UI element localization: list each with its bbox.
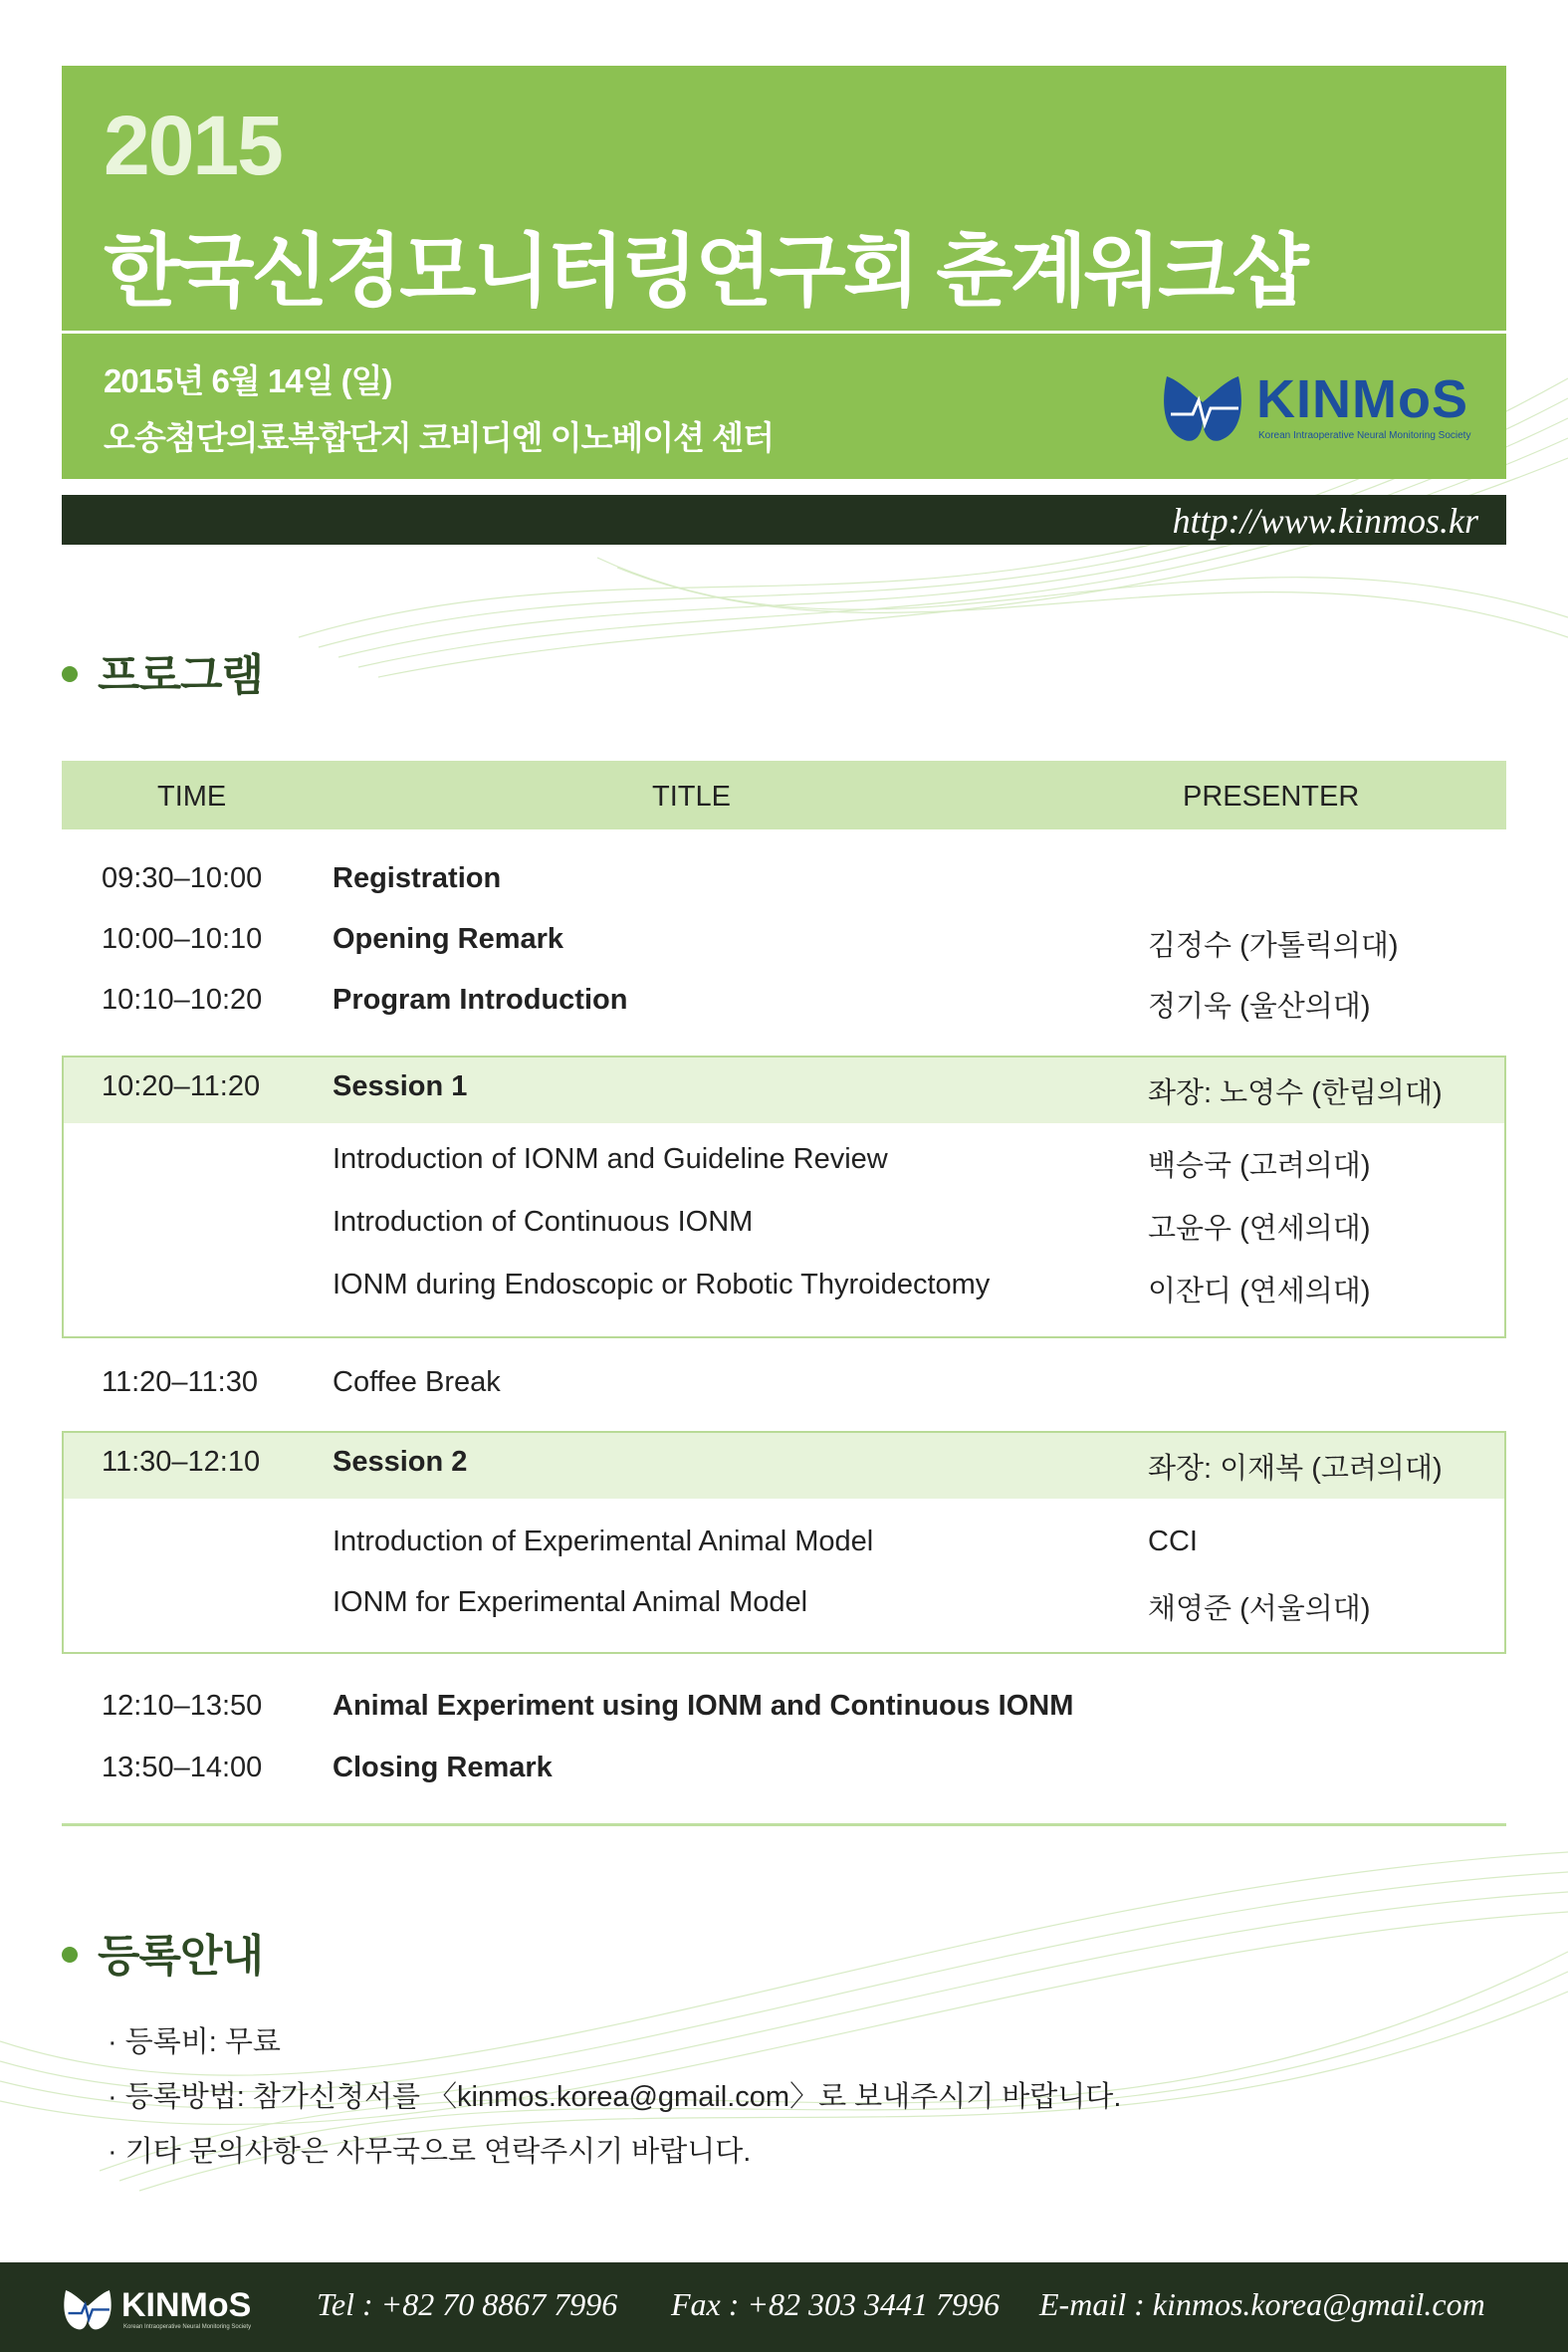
table-row (0, 862, 1568, 902)
thyroid-wave-icon (1157, 362, 1248, 446)
registration-fee: · 등록비: 무료 (108, 2026, 281, 2058)
event-date: 2015년 6월 14일 (일) (104, 362, 392, 399)
table-row (0, 1269, 1568, 1308)
row-time: 10:10–10:20 (102, 984, 263, 1016)
program-heading (62, 639, 263, 703)
talk-presenter: CCI (1148, 1526, 1198, 1557)
talk-presenter: 이잔디 (연세의대) (1148, 1276, 1371, 1307)
table-row (0, 1752, 1568, 1791)
row-title: Session 2 (333, 1446, 468, 1478)
registration-contact: · 기타 문의사항은 사무국으로 연락주시기 바랍니다. (108, 2136, 752, 2168)
table-row (0, 1366, 1568, 1406)
header-year: 2015 (104, 99, 282, 192)
talk-presenter: 백승국 (고려의대) (1148, 1150, 1371, 1182)
table-header (62, 761, 1506, 829)
footer (0, 2262, 1568, 2352)
thyroid-wave-icon (60, 2280, 115, 2334)
talk-presenter: 고윤우 (연세의대) (1148, 1213, 1371, 1245)
row-time: 10:20–11:20 (102, 1070, 261, 1102)
footer-logo (60, 2280, 269, 2336)
logo-subtitle: Korean Intraoperative Neural Monitoring Society (1258, 430, 1471, 441)
talk-presenter: 채영준 (서울의대) (1148, 1593, 1371, 1625)
row-time: 13:50–14:00 (102, 1752, 263, 1783)
registration-heading (62, 1920, 263, 1984)
bullet-icon (62, 666, 78, 682)
table-row (0, 984, 1568, 1024)
footer-logo-text: KINMoS (121, 2286, 252, 2324)
row-title: Opening Remark (333, 923, 564, 955)
section-divider (62, 1823, 1506, 1826)
row-presenter: 김정수 (가톨릭의대) (1148, 930, 1399, 962)
session-chair: 좌장: 이재복 (고려의대) (1148, 1453, 1443, 1485)
col-presenter-header: PRESENTER (1183, 781, 1360, 813)
footer-email[interactable]: E-mail : kinmos.korea@gmail.com (1039, 2286, 1485, 2322)
table-row (0, 1586, 1568, 1626)
col-time-header: TIME (157, 781, 227, 813)
row-title: Coffee Break (333, 1366, 501, 1398)
table-row (0, 1143, 1568, 1183)
session-chair: 좌장: 노영수 (한림의대) (1148, 1077, 1443, 1109)
table-row (0, 923, 1568, 963)
table-row (0, 1690, 1568, 1730)
website-link[interactable]: http://www.kinmos.kr (1172, 501, 1478, 541)
registration-heading-text: 등록안내 (98, 1932, 264, 1981)
row-time: 10:00–10:10 (102, 923, 263, 955)
col-title-header: TITLE (652, 781, 731, 813)
footer-fax: Fax : +82 303 3441 7996 (671, 2286, 1000, 2322)
row-title: Closing Remark (333, 1752, 553, 1783)
url-bar (62, 495, 1506, 545)
bullet-icon (62, 1947, 78, 1963)
registration-method: · 등록방법: 참가신청서를 〈kinmos.korea@gmail.com〉로 보내주시기 바랍니다. (108, 2081, 1122, 2113)
row-time: 11:30–12:10 (102, 1446, 261, 1478)
session2-row (0, 1446, 1568, 1486)
row-time: 09:30–10:00 (102, 862, 263, 894)
row-title: Registration (333, 862, 502, 894)
footer-tel: Tel : +82 70 8867 7996 (317, 2286, 618, 2322)
kinmos-logo (1157, 362, 1475, 452)
talk-title: IONM for Experimental Animal Model (333, 1586, 808, 1618)
row-presenter: 정기욱 (울산의대) (1148, 991, 1371, 1023)
logo-text: KINMoS (1256, 369, 1468, 429)
table-row (0, 1526, 1568, 1565)
talk-title: Introduction of Experimental Animal Model (333, 1526, 874, 1557)
talk-title: IONM during Endoscopic or Robotic Thyroidectomy (333, 1269, 991, 1300)
program-heading-text: 프로그램 (98, 651, 264, 700)
row-title: Animal Experiment using IONM and Continuous IONM (333, 1690, 1074, 1722)
row-title: Program Introduction (333, 984, 628, 1016)
talk-title: Introduction of IONM and Guideline Review (333, 1143, 888, 1175)
page-title: 한국신경모니터링연구회 춘계워크샵 (104, 227, 1306, 316)
table-row (0, 1206, 1568, 1246)
session1-row (0, 1070, 1568, 1110)
row-time: 11:20–11:30 (102, 1366, 258, 1398)
row-time: 12:10–13:50 (102, 1690, 263, 1722)
event-venue: 오송첨단의료복합단지 코비디엔 이노베이션 센터 (104, 419, 774, 456)
footer-logo-subtitle: Korean Intraoperative Neural Monitoring Society (123, 2324, 252, 2330)
talk-title: Introduction of Continuous IONM (333, 1206, 754, 1238)
row-title: Session 1 (333, 1070, 468, 1102)
